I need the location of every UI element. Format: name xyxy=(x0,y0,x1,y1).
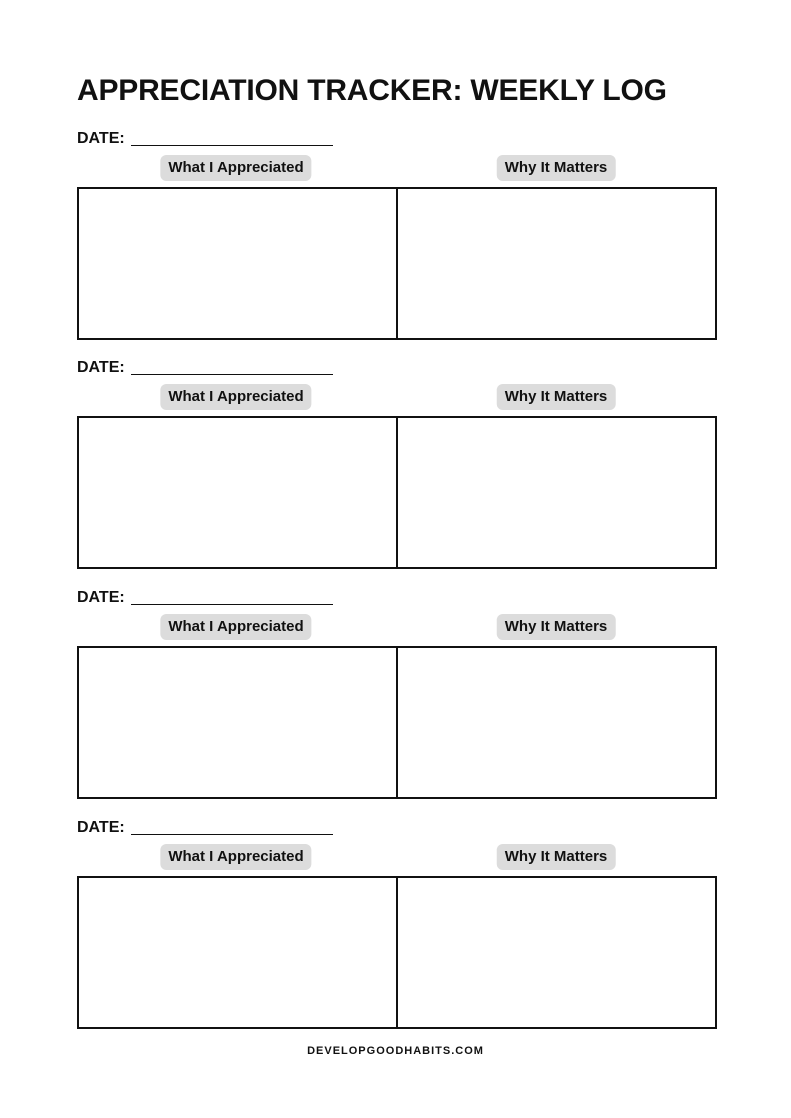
date-row xyxy=(77,357,333,379)
date-row xyxy=(77,587,333,609)
date-row xyxy=(77,817,333,839)
date-blank-line[interactable] xyxy=(131,834,333,835)
date-label: DATE: xyxy=(77,359,125,376)
log-entry xyxy=(77,817,717,1029)
what-i-appreciated-box[interactable] xyxy=(79,418,396,567)
why-it-matters-box[interactable] xyxy=(396,189,715,338)
date-label: DATE: xyxy=(77,819,125,836)
log-entry xyxy=(77,587,717,799)
column-header-why-it-matters: Why It Matters xyxy=(497,384,616,410)
column-header-why-it-matters: Why It Matters xyxy=(497,844,616,870)
date-label: DATE: xyxy=(77,589,125,606)
date-label: DATE: xyxy=(77,130,125,147)
column-header-what-i-appreciated: What I Appreciated xyxy=(160,844,311,870)
column-header-what-i-appreciated: What I Appreciated xyxy=(160,614,311,640)
why-it-matters-box[interactable] xyxy=(396,418,715,567)
date-row xyxy=(77,128,333,150)
log-entry xyxy=(77,357,717,569)
date-blank-line[interactable] xyxy=(131,604,333,605)
column-header-what-i-appreciated: What I Appreciated xyxy=(160,384,311,410)
column-header-what-i-appreciated: What I Appreciated xyxy=(160,155,311,181)
column-header-why-it-matters: Why It Matters xyxy=(497,614,616,640)
entry-box-grid xyxy=(77,187,717,340)
why-it-matters-box[interactable] xyxy=(396,878,715,1027)
date-blank-line[interactable] xyxy=(131,145,333,146)
page-title: APPRECIATION TRACKER: WEEKLY LOG xyxy=(77,74,667,107)
what-i-appreciated-box[interactable] xyxy=(79,648,396,797)
column-header-why-it-matters: Why It Matters xyxy=(497,155,616,181)
entry-box-grid xyxy=(77,416,717,569)
what-i-appreciated-box[interactable] xyxy=(79,189,396,338)
footer-website: DEVELOPGOODHABITS.COM xyxy=(307,1045,484,1057)
log-entry xyxy=(77,128,717,340)
what-i-appreciated-box[interactable] xyxy=(79,878,396,1027)
date-blank-line[interactable] xyxy=(131,374,333,375)
entry-box-grid xyxy=(77,646,717,799)
entry-box-grid xyxy=(77,876,717,1029)
why-it-matters-box[interactable] xyxy=(396,648,715,797)
